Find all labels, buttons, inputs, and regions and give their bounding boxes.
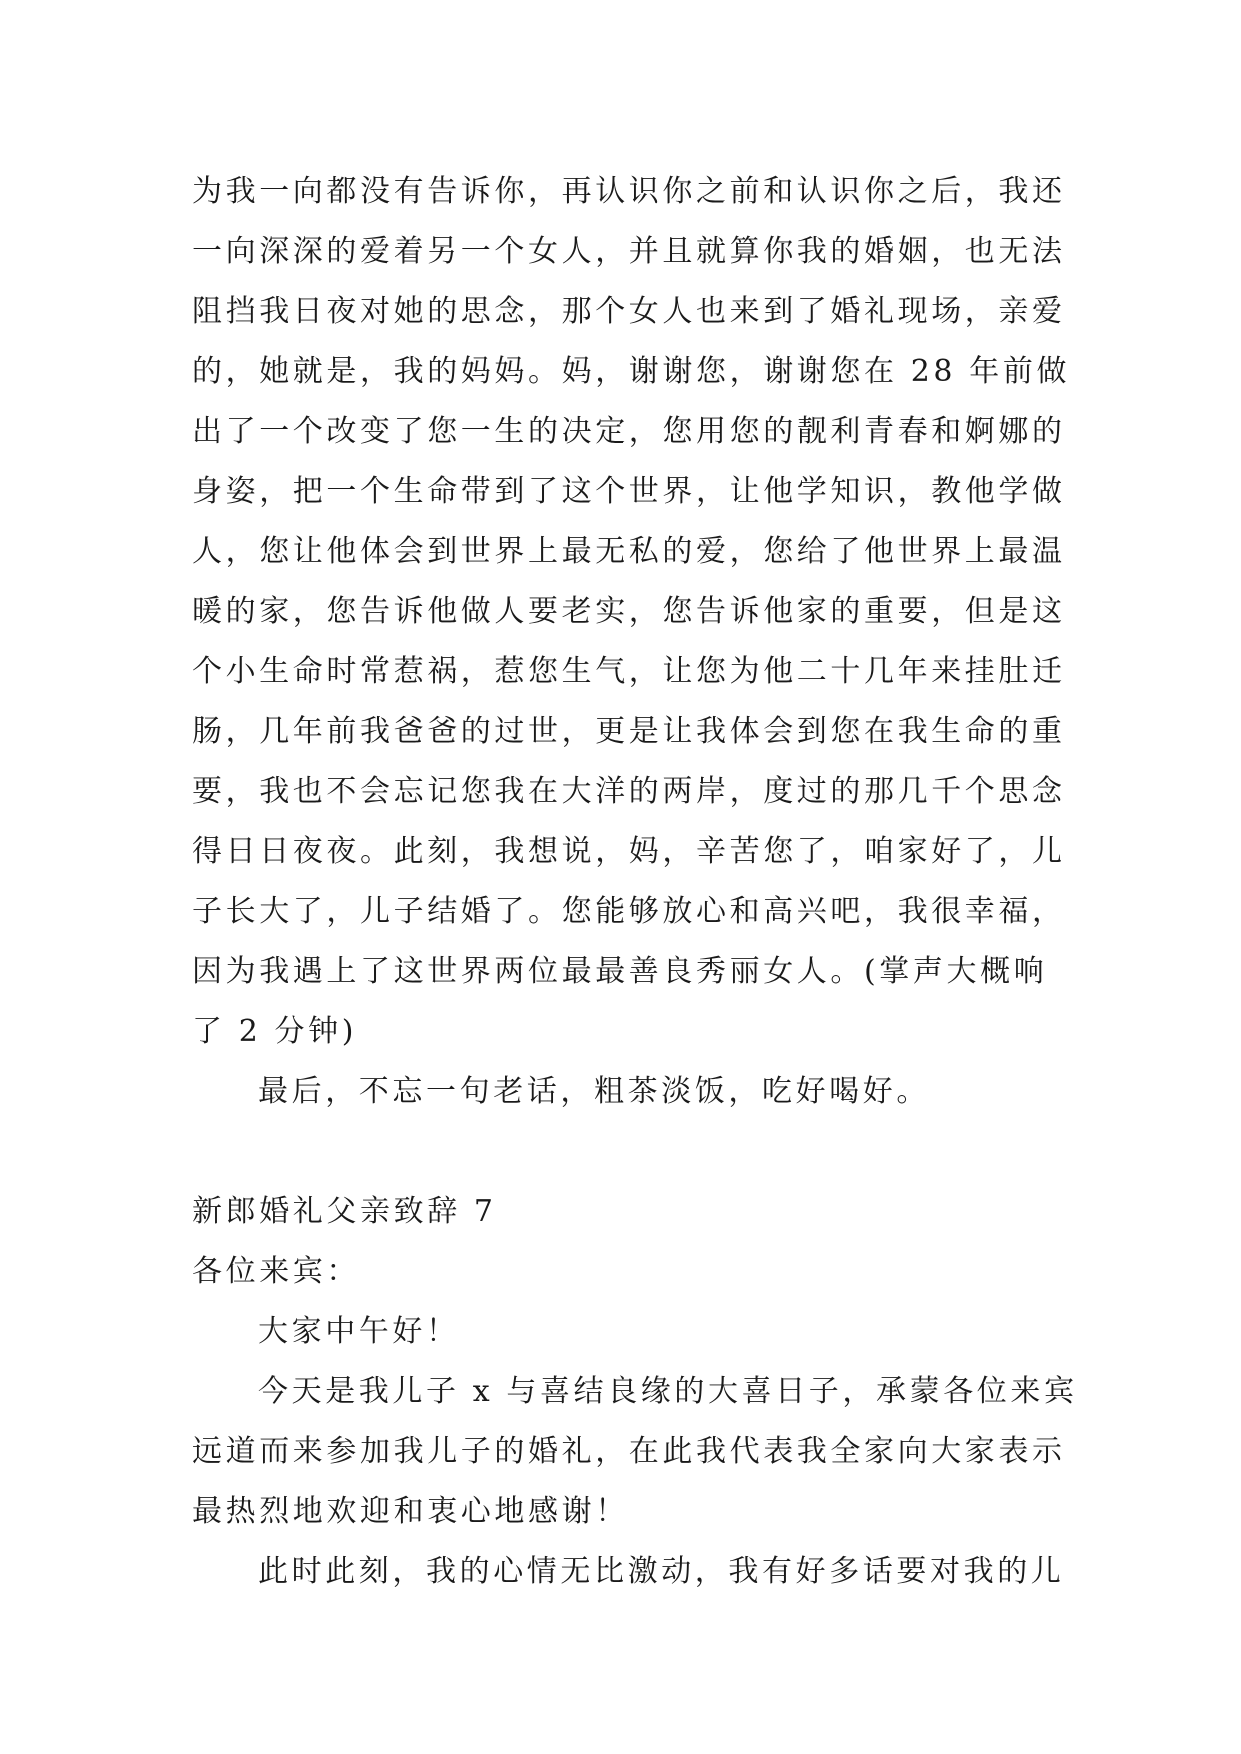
text-line: 为我一向都没有告诉你，再认识你之前和认识你之后，我还 <box>192 174 1066 209</box>
text-line: 要，我也不会忘记您我在大洋的两岸，度过的那几千个思念 <box>192 774 1066 809</box>
text-line: 了 2 分钟) <box>192 1014 358 1049</box>
text-line: 今天是我儿子 x 与喜结良缘的大喜日子，承蒙各位来宾 <box>258 1374 1078 1409</box>
text-line: 远道而来参加我儿子的婚礼，在此我代表我全家向大家表示 <box>192 1434 1066 1469</box>
paragraph-three-line: 此时此刻，我的心情无比激动，我有好多话要对我的儿 <box>258 1554 1065 1589</box>
text-line: 最热烈地欢迎和衷心地感谢！ <box>192 1494 629 1529</box>
section-title: 新郎婚礼父亲致辞 7 <box>192 1194 497 1229</box>
text-line: 得日日夜夜。此刻，我想说，妈，辛苦您了，咱家好了，儿 <box>192 834 1066 869</box>
salutation: 各位来宾： <box>192 1254 360 1289</box>
text-line: 一向深深的爱着另一个女人，并且就算你我的婚姻，也无法 <box>192 234 1066 269</box>
text-line: 肠，几年前我爸爸的过世，更是让我体会到您在我生命的重 <box>192 714 1066 749</box>
passage-one <box>192 162 1072 1062</box>
closing-line: 最后，不忘一句老话，粗茶淡饭，吃好喝好。 <box>258 1074 930 1109</box>
text-line: 的，她就是，我的妈妈。妈，谢谢您，谢谢您在 28 年前做 <box>192 354 1071 389</box>
text-line: 身姿，把一个生命带到了这个世界，让他学知识，教他学做 <box>192 474 1066 509</box>
text-line: 个小生命时常惹祸，惹您生气，让您为他二十几年来挂肚迁 <box>192 654 1066 689</box>
text-line: 出了一个改变了您一生的决定，您用您的靓利青春和婀娜的 <box>192 414 1066 449</box>
greeting: 大家中午好！ <box>258 1314 460 1349</box>
text-line: 人，您让他体会到世界上最无私的爱，您给了他世界上最温 <box>192 534 1066 569</box>
document-body <box>192 162 1078 1602</box>
section-gap <box>192 1122 1072 1182</box>
text-line: 子长大了，儿子结婚了。您能够放心和高兴吧，我很幸福， <box>192 894 1066 929</box>
text-line: 阻挡我日夜对她的思念，那个女人也来到了婚礼现场，亲爱 <box>192 294 1066 329</box>
paragraph-two <box>192 1362 1078 1542</box>
text-line: 暖的家，您告诉他做人要老实，您告诉他家的重要，但是这 <box>192 594 1066 629</box>
text-line: 因为我遇上了这世界两位最最善良秀丽女人。(掌声大概响 <box>192 954 1048 989</box>
